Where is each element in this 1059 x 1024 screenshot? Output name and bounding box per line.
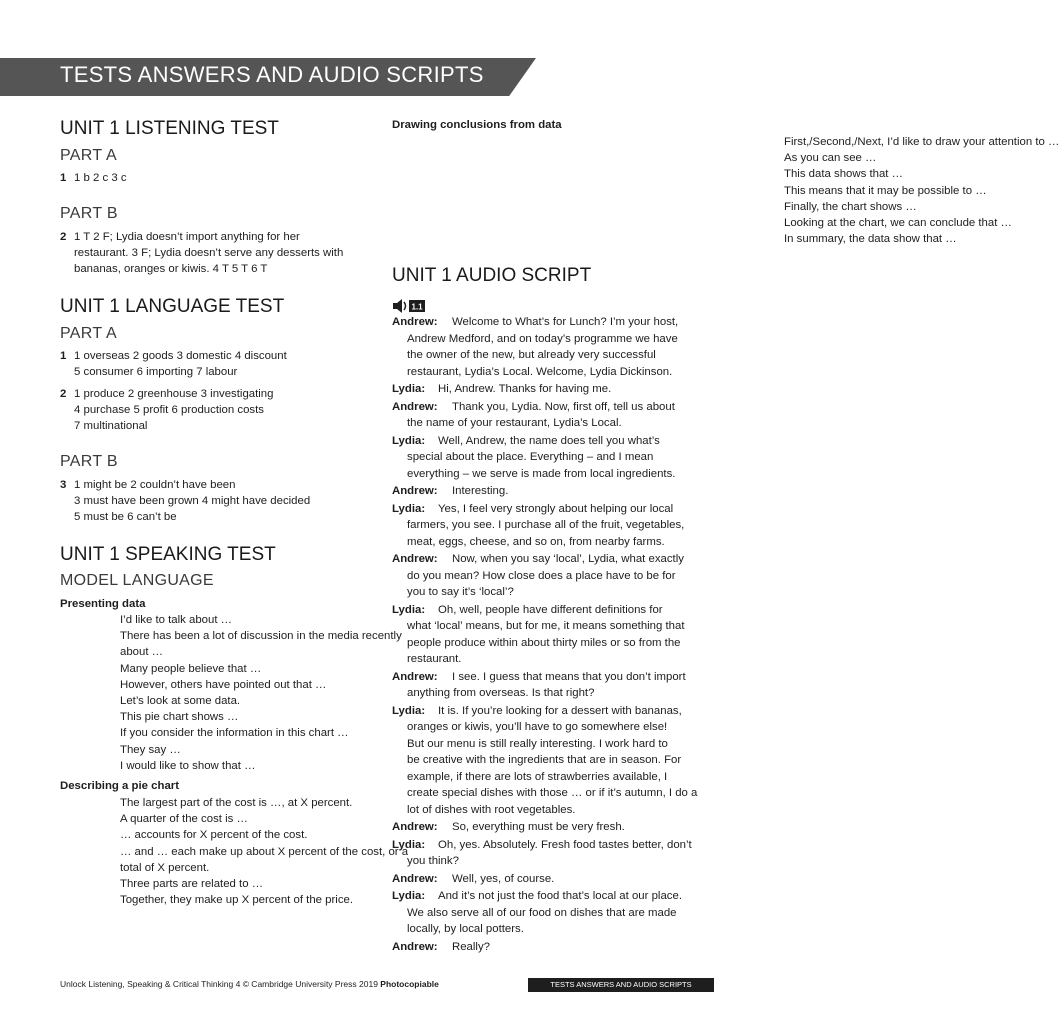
- language-part-b-line: 3 must have been grown 4 might have decided: [74, 495, 311, 507]
- pie-chart-line: The largest part of the cost is …, at X percent.: [120, 797, 353, 809]
- pie-chart-line: total of X percent.: [120, 861, 210, 874]
- script-line: Welcome to What’s for Lunch? I’m your host,: [452, 316, 679, 328]
- language-q2-line: 7 multinational: [74, 420, 148, 432]
- listening-part-b-heading: PART B: [60, 205, 118, 222]
- speaker-label: Lydia:: [392, 890, 426, 902]
- language-part-b-line: 5 must be 6 can’t be: [74, 511, 177, 523]
- conclusion-line: As you can see …: [784, 152, 877, 165]
- script-line: you think?: [407, 855, 459, 867]
- listening-part-b-line: bananas, oranges or kiwis. 4 T 5 T 6 T: [74, 263, 268, 275]
- script-line: restaurant, Lydia’s Local. Welcome, Lydia Dickinson.: [407, 365, 673, 378]
- presenting-data-line: Let’s look at some data.: [120, 695, 241, 707]
- script-line: farmers, you see. I purchase all of the fruit, vegetables,: [407, 519, 685, 531]
- script-line: the name of your restaurant, Lydia’s Local.: [407, 417, 622, 429]
- speaker-label: Andrew:: [392, 316, 438, 328]
- script-line: Really?: [452, 940, 490, 953]
- speaker-label: Lydia:: [392, 838, 426, 851]
- script-line: Well, yes, of course.: [452, 872, 555, 885]
- speaker-label: Lydia:: [392, 502, 426, 515]
- conclusion-line: First,/Second,/Next, I’d like to draw your attention to …: [784, 136, 1059, 148]
- language-part-b-heading: PART B: [60, 453, 118, 470]
- footer-section-tab: TESTS ANSWERS AND AUDIO SCRIPTS: [528, 978, 714, 992]
- script-line: example, if there are lots of strawberries available, I: [407, 770, 668, 783]
- script-line: We also serve all of our food on dishes that are made: [407, 906, 677, 919]
- presenting-data-line: I’d like to talk about …: [120, 614, 233, 626]
- speaking-test-heading: UNIT 1 SPEAKING TEST: [60, 544, 276, 565]
- pie-chart-line: Together, they make up X percent of the price.: [120, 894, 354, 907]
- script-line: special about the place. Everything – and I mean: [407, 451, 654, 463]
- speaker-label: Andrew:: [392, 553, 438, 565]
- listening-part-a-heading: PART A: [60, 147, 117, 164]
- script-line: the owner of the new, but already very successful: [407, 349, 656, 361]
- script-line: Andrew Medford, and on today’s programme we have: [407, 332, 678, 345]
- language-part-b-line: 3 1 might be 2 couldn’t have been: [60, 479, 236, 491]
- script-line: people produce within about thirty miles or so from the: [407, 636, 681, 649]
- listening-part-b-line: restaurant. 3 F; Lydia doesn’t serve any desserts with: [74, 247, 344, 259]
- speaker-label: Lydia:: [392, 603, 426, 616]
- script-line: meat, eggs, cheese, and so on, from nearby farms.: [407, 535, 665, 548]
- script-line: But our menu is still really interesting. I work hard to: [407, 737, 668, 750]
- model-language-heading: MODEL LANGUAGE: [60, 572, 214, 589]
- script-line: Yes, I feel very strongly about helping our local: [438, 502, 674, 515]
- script-line: create special dishes with those … or if it’s autumn, I do a: [407, 787, 698, 799]
- presenting-data-line: They say …: [120, 743, 181, 756]
- audio-script-heading: UNIT 1 AUDIO SCRIPT: [392, 265, 592, 286]
- script-line: Well, Andrew, the name does tell you what’s: [438, 434, 660, 447]
- listening-test-heading: UNIT 1 LISTENING TEST: [60, 118, 279, 139]
- script-line: oranges or kiwis, you’ll have to go somewhere else!: [407, 721, 668, 733]
- footer-credit: Unlock Listening, Speaking & Critical Thinking 4 © Cambridge University Press 2019 Photocopiable: [60, 979, 439, 989]
- speaker-label: Lydia:: [392, 434, 426, 447]
- speaker-label: Andrew:: [392, 670, 438, 683]
- language-q1-line: 1 1 overseas 2 goods 3 domestic 4 discount: [60, 350, 287, 362]
- script-line: what ‘local’ means, but for me, it means something that: [407, 620, 685, 632]
- script-line: locally, by local potters.: [407, 923, 524, 935]
- script-line: restaurant.: [407, 653, 462, 665]
- presenting-data-line: This pie chart shows …: [120, 711, 239, 724]
- listening-part-a-answers: 1 1 b 2 c 3 c: [60, 172, 127, 184]
- script-line: Hi, Andrew. Thanks for having me.: [438, 383, 612, 395]
- script-line: It is. If you’re looking for a dessert with bananas,: [438, 704, 682, 717]
- conclusion-line: Looking at the chart, we can conclude that …: [784, 217, 1012, 229]
- speaker-label: Andrew:: [392, 821, 438, 833]
- speaker-label: Andrew:: [392, 940, 438, 953]
- script-line: Oh, well, people have different definitions for: [438, 603, 663, 616]
- conclusion-line: Finally, the chart shows …: [784, 200, 917, 213]
- audio-track-number: 1.1: [411, 302, 423, 312]
- speaker-label: Lydia:: [392, 383, 426, 395]
- script-line: Oh, yes. Absolutely. Fresh food tastes better, don’t: [438, 838, 692, 851]
- presenting-data-line: I would like to show that …: [120, 759, 256, 772]
- audio-speaker-icon[interactable]: [392, 298, 426, 314]
- conclusion-line: In summary, the data show that …: [784, 233, 957, 246]
- pie-chart-line: … and … each make up about X percent of the cost, or a: [120, 845, 409, 858]
- script-line: Now, when you say ‘local’, Lydia, what exactly: [452, 553, 684, 565]
- speaker-label: Andrew:: [392, 400, 438, 413]
- script-line: Thank you, Lydia. Now, first off, tell us about: [452, 400, 675, 413]
- speaker-label: Andrew:: [392, 872, 438, 885]
- presenting-data-label: Presenting data: [60, 598, 146, 610]
- presenting-data-line: However, others have pointed out that …: [120, 678, 327, 691]
- listening-part-b-line: 2 1 T 2 F; Lydia doesn’t import anything for her: [60, 231, 300, 243]
- pie-chart-label: Describing a pie chart: [60, 780, 180, 792]
- script-line: And it’s not just the food that’s local at our place.: [438, 890, 682, 902]
- script-line: anything from overseas. Is that right?: [407, 687, 595, 699]
- speaker-label: Lydia:: [392, 704, 426, 717]
- script-line: lot of dishes with root vegetables.: [407, 803, 576, 816]
- script-line: So, everything must be very fresh.: [452, 821, 625, 833]
- conclusion-line: This data shows that …: [784, 168, 904, 181]
- presenting-data-line: There has been a lot of discussion in the media recently: [120, 630, 402, 643]
- script-line: do you mean? How close does a place have to be for: [407, 569, 676, 582]
- script-line: you to say it’s ‘local’?: [407, 586, 514, 598]
- presenting-data-line: If you consider the information in this chart …: [120, 727, 349, 740]
- speaker-label: Andrew:: [392, 485, 438, 497]
- conclusions-label: Drawing conclusions from data: [392, 119, 562, 131]
- language-test-heading: UNIT 1 LANGUAGE TEST: [60, 296, 285, 317]
- language-q2-line: 2 1 produce 2 greenhouse 3 investigating: [60, 388, 274, 400]
- script-line: everything – we serve is made from local ingredients.: [407, 467, 676, 480]
- language-part-a-heading: PART A: [60, 325, 117, 342]
- script-line: be creative with the ingredients that are in season. For: [407, 754, 682, 766]
- pie-chart-line: Three parts are related to …: [120, 878, 264, 890]
- presenting-data-line: about …: [120, 646, 164, 659]
- pie-chart-line: … accounts for X percent of the cost.: [120, 829, 308, 842]
- pie-chart-line: A quarter of the cost is …: [120, 813, 248, 826]
- conclusion-line: This means that it may be possible to …: [784, 184, 987, 197]
- page-title: TESTS ANSWERS AND AUDIO SCRIPTS: [60, 62, 484, 87]
- script-line: I see. I guess that means that you don’t import: [452, 670, 686, 683]
- script-line: Interesting.: [452, 485, 509, 497]
- language-q2-line: 4 purchase 5 profit 6 production costs: [74, 404, 264, 416]
- presenting-data-line: Many people believe that …: [120, 662, 262, 675]
- language-q1-line: 5 consumer 6 importing 7 labour: [74, 366, 238, 378]
